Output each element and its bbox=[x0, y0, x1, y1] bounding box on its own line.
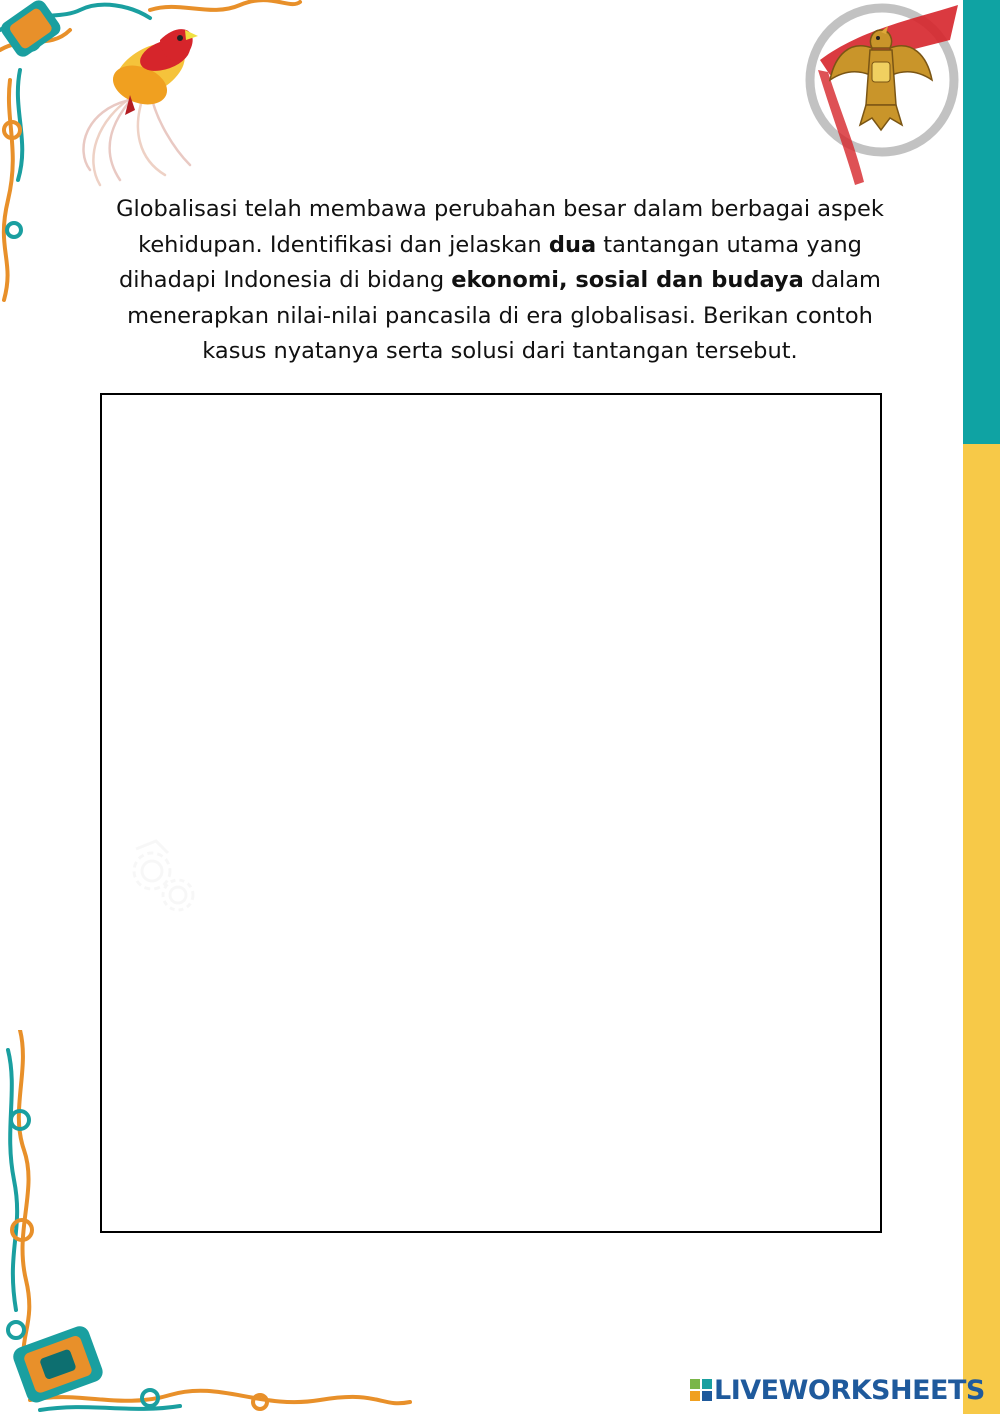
side-accent-bar-teal bbox=[963, 0, 1000, 444]
question-emphasis-count: dua bbox=[548, 231, 597, 258]
brand-watermark bbox=[690, 1372, 985, 1408]
gear-icon bbox=[128, 837, 200, 921]
brand-text: LIVEWORKSHEETS bbox=[714, 1374, 985, 1406]
side-accent-bar-yellow bbox=[963, 444, 1000, 1414]
question-emphasis-fields: ekonomi, sosial dan budaya bbox=[451, 267, 804, 293]
liveworksheets-logo-icon bbox=[690, 1379, 712, 1401]
question-text-part-2: tantangan utama yang dihadapi Indonesia di bidang bbox=[119, 231, 862, 293]
garuda-emblem-icon bbox=[800, 0, 962, 190]
question-text-part-3: dalam menerapkan nilai-nilai pancasila di era globalisasi. Berikan contoh kasus nyatanya serta solusi dari tantangan tersebut. bbox=[127, 267, 881, 364]
answer-box[interactable] bbox=[100, 393, 882, 1233]
question-text-part-1: Globalisasi telah membawa perubahan besar dalam berbagai aspek kehidupan. Identifikasi dan jelaskan bbox=[116, 196, 884, 258]
question-text bbox=[108, 192, 892, 370]
